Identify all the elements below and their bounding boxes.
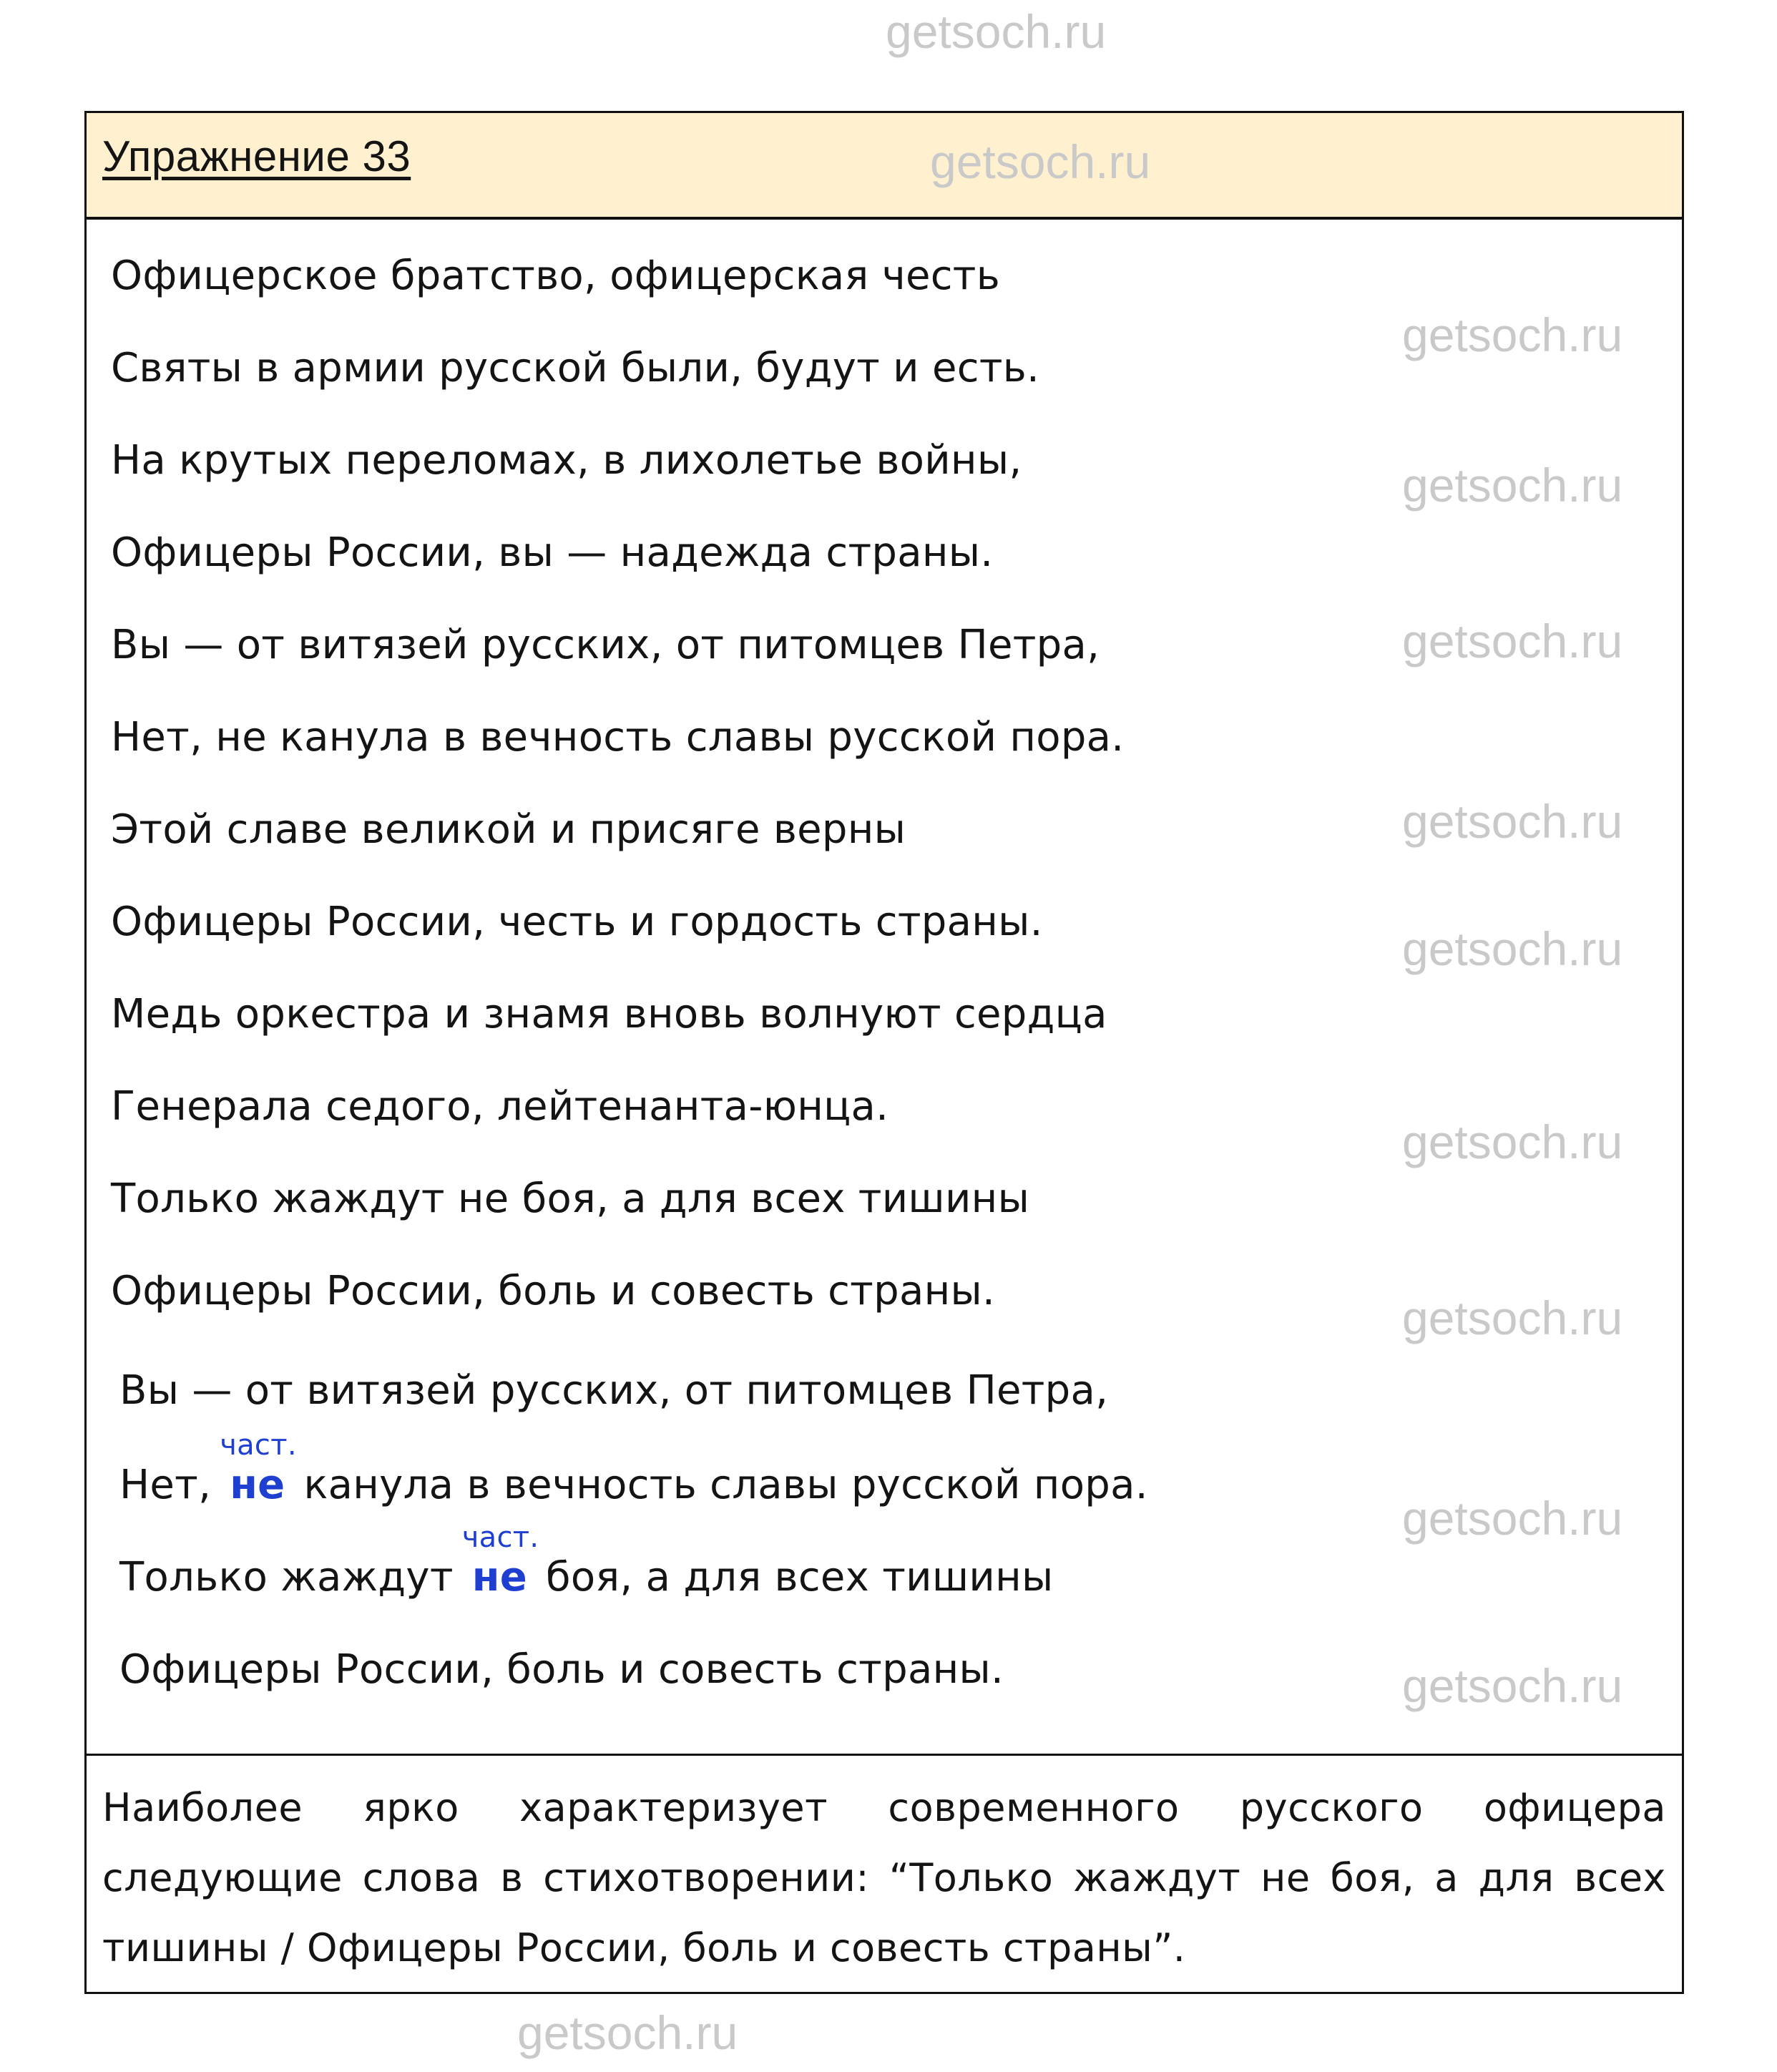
poem-line: Генерала седого, лейтенанта-юнца. [111,1083,889,1130]
analysis-line: Офицеры России, боль и совесть страны. [119,1646,1004,1693]
particle-ne [220,1429,297,1508]
poem-line: Этой славе великой и присяге верны [111,806,906,853]
watermark: getsoch.ru [886,5,1107,58]
watermark: getsoch.ru [1402,922,1623,975]
particle: не [230,1462,285,1508]
analysis-line: Вы — от витязей русских, от питомцев Петра, [119,1367,1109,1414]
conclusion-text: Наиболее ярко характеризует современного русского офицера следующие слова в стихотворении: “Только жаждут не боя, а для всех тишины / Офицеры России, боль и совесть страны”. [102,1785,1666,1970]
part-of-speech-label: част. [220,1429,297,1462]
watermark: getsoch.ru [517,2006,738,2059]
watermark: getsoch.ru [1402,308,1623,361]
text: Только жаждут [119,1554,454,1601]
particle: не [471,1554,528,1601]
poem-line: Вы — от витязей русских, от питомцев Петра, [111,622,1100,668]
poem-line: Медь оркестра и знамя вновь волнуют сердца [111,991,1107,1037]
poem-line: Офицеры России, боль и совесть страны. [111,1268,996,1314]
watermark: getsoch.ru [1402,795,1623,848]
watermark: getsoch.ru [1402,1115,1623,1168]
watermark: getsoch.ru [1402,615,1623,668]
watermark: getsoch.ru [1402,1492,1623,1545]
poem-line: Только жаждут не боя, а для всех тишины [111,1176,1030,1222]
watermark: getsoch.ru [1402,1291,1623,1344]
exercise-title[interactable]: Упражнение 33 [102,132,411,180]
poem-line: Офицеры России, вы — надежда страны. [111,529,994,576]
watermark: getsoch.ru [1402,1659,1623,1712]
watermark: getsoch.ru [1402,459,1623,512]
part-of-speech-label: част. [461,1521,539,1554]
watermark: getsoch.ru [930,135,1151,188]
text: канула в вечность славы русской пора. [303,1462,1148,1508]
poem-line: Нет, не канула в вечность славы русской пора. [111,714,1125,761]
poem-line: Офицерское братство, офицерская честь [111,253,1001,299]
divider [87,1754,1682,1756]
poem-line: Святы в армии русской были, будут и есть. [111,345,1040,391]
poem-line: На крутых переломах, в лихолетье войны, [111,437,1022,484]
poem-line: Офицеры России, честь и гордость страны. [111,899,1043,945]
text: Нет, [119,1462,212,1508]
exercise-header [87,113,1682,220]
particle-ne [461,1521,539,1601]
text: боя, а для всех тишины [546,1554,1054,1601]
analysis-line [119,1429,1148,1508]
analysis-line [119,1521,1054,1601]
